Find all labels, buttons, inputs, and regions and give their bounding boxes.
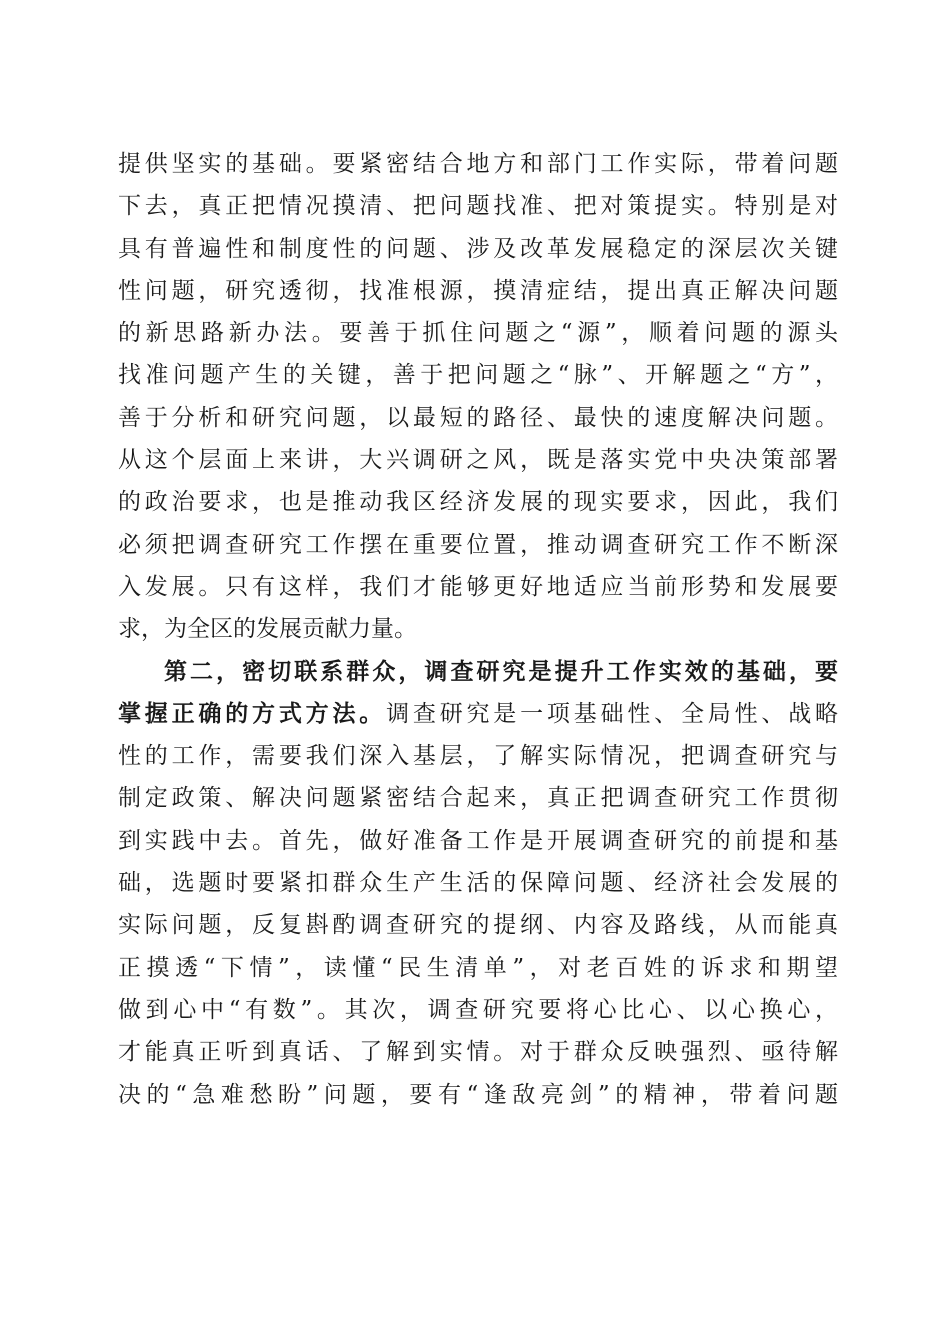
section-heading-line: 第二，密切联系群众，调查研究是提升工作实效的基础，要 xyxy=(164,657,838,685)
text-line: 做到心中“有数”。其次，调查研究要将心比心、以心换心， xyxy=(118,996,838,1023)
document-body xyxy=(118,143,838,1116)
text-line: 下去，真正把情况摸清、把问题找准、把对策提实。特别是对 xyxy=(118,193,838,220)
text-line: 才能真正听到真话、了解到实情。对于群众反映强烈、亟待解 xyxy=(118,1039,838,1066)
text-line: 善于分析和研究问题，以最短的路径、最快的速度解决问题。 xyxy=(118,404,838,431)
text-line: 求，为全区的发展贡献力量。 xyxy=(118,616,417,643)
section-heading-bold-part: 掌握正确的方式方法。 xyxy=(118,699,387,727)
text-line: 到实践中去。首先，做好准备工作是开展调查研究的前提和基 xyxy=(118,827,838,854)
text-line: 从这个层面上来讲，大兴调研之风，既是落实党中央决策部署 xyxy=(118,447,838,474)
section-heading-rest: 调查研究是一项基础性、全局性、战略 xyxy=(386,700,839,727)
text-line: 必须把调查研究工作摆在重要位置，推动调查研究工作不断深 xyxy=(118,531,838,558)
text-line: 具有普遍性和制度性的问题、涉及改革发展稳定的深层次关键 xyxy=(118,235,838,262)
text-line: 找准问题产生的关键，善于把问题之“脉”、开解题之“方”， xyxy=(118,362,838,389)
text-line: 入发展。只有这样，我们才能够更好地适应当前形势和发展要 xyxy=(118,573,838,600)
text-line: 础，选题时要紧扣群众生产生活的保障问题、经济社会发展的 xyxy=(118,870,838,897)
section-heading-line xyxy=(118,693,838,735)
text-line: 性问题，研究透彻，找准根源，摸清症结，提出真正解决问题 xyxy=(118,277,838,304)
text-line: 的新思路新办法。要善于抓住问题之“源”，顺着问题的源头 xyxy=(118,320,838,347)
text-line: 的政治要求，也是推动我区经济发展的现实要求，因此，我们 xyxy=(118,489,838,516)
text-line: 正摸透“下情”，读懂“民生清单”，对老百姓的诉求和期望 xyxy=(118,954,838,981)
text-line: 提供坚实的基础。要紧密结合地方和部门工作实际，带着问题 xyxy=(118,151,838,177)
text-line: 制定政策、解决问题紧密结合起来，真正把调查研究工作贯彻 xyxy=(118,785,838,812)
text-line: 性的工作，需要我们深入基层，了解实际情况，把调查研究与 xyxy=(118,743,838,770)
text-line: 实际问题，反复斟酌调查研究的提纲、内容及路线，从而能真 xyxy=(118,912,838,939)
text-line: 决的“急难愁盼”问题，要有“逢敌亮剑”的精神，带着问题 xyxy=(118,1081,838,1108)
